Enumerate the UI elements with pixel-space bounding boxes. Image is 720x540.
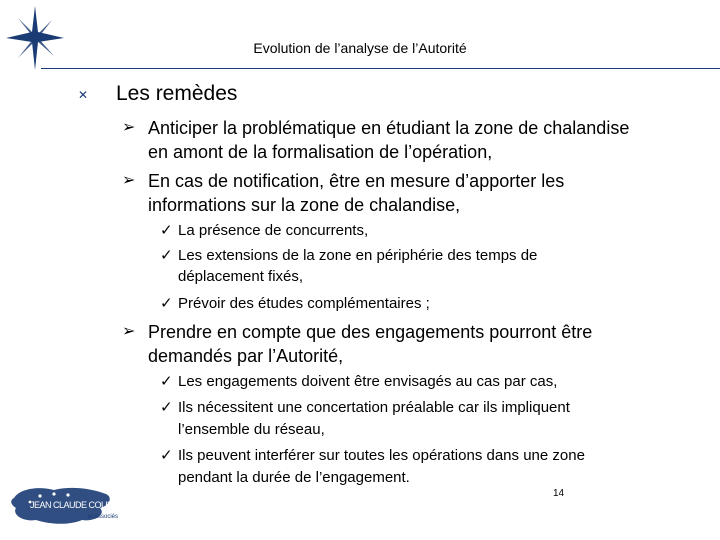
cross-bullet-icon: ✕ <box>78 88 89 102</box>
item-line: Prendre en compte que des engagements pourront être <box>148 322 593 342</box>
arrow-bullet-icon: ➢ <box>122 172 136 189</box>
header-rule <box>41 0 720 69</box>
check-bullet-icon: ✓ <box>160 222 173 239</box>
logo-text: JEAN CLAUDE COULON <box>30 500 125 510</box>
section-heading: Les remèdes <box>116 82 238 105</box>
item-line: Les engagements doivent être envisagés au cas par cas, <box>178 373 558 390</box>
arrow-bullet-icon: ➢ <box>122 119 136 136</box>
item-line: pendant la durée de l’engagement. <box>178 469 410 486</box>
item-line: Ils nécessitent une concertation préalable car ils impliquent <box>178 399 570 416</box>
item-line: Prévoir des études complémentaires ; <box>178 295 430 312</box>
page-number: 14 <box>553 488 565 499</box>
check-bullet-icon: ✓ <box>160 373 173 390</box>
item-line: Anticiper la problématique en étudiant la zone de chalandise <box>148 118 630 138</box>
item-line: En cas de notification, être en mesure d’apporter les <box>148 171 565 191</box>
item-line: demandés par l’Autorité, <box>148 346 344 366</box>
item-line: Ils peuvent interférer sur toutes les opérations dans une zone <box>178 447 585 464</box>
item-line: Les extensions de la zone en périphérie des temps de <box>178 247 538 264</box>
check-bullet-icon: ✓ <box>160 247 173 264</box>
star-logo-icon <box>6 6 64 70</box>
logo-subtext: et associés <box>88 514 119 520</box>
item-line: déplacement fixés, <box>178 268 304 285</box>
arrow-bullet-icon: ➢ <box>122 323 136 340</box>
check-bullet-icon: ✓ <box>160 447 173 464</box>
item-line: La présence de concurrents, <box>178 222 369 239</box>
item-line: l’ensemble du réseau, <box>178 421 325 438</box>
item-line: informations sur la zone de chalandise, <box>148 195 461 215</box>
page-title: Evolution de l’analyse de l’Autorité <box>253 40 467 56</box>
check-bullet-icon: ✓ <box>160 295 173 312</box>
check-bullet-icon: ✓ <box>160 399 173 416</box>
item-line: en amont de la formalisation de l’opération, <box>148 142 493 162</box>
